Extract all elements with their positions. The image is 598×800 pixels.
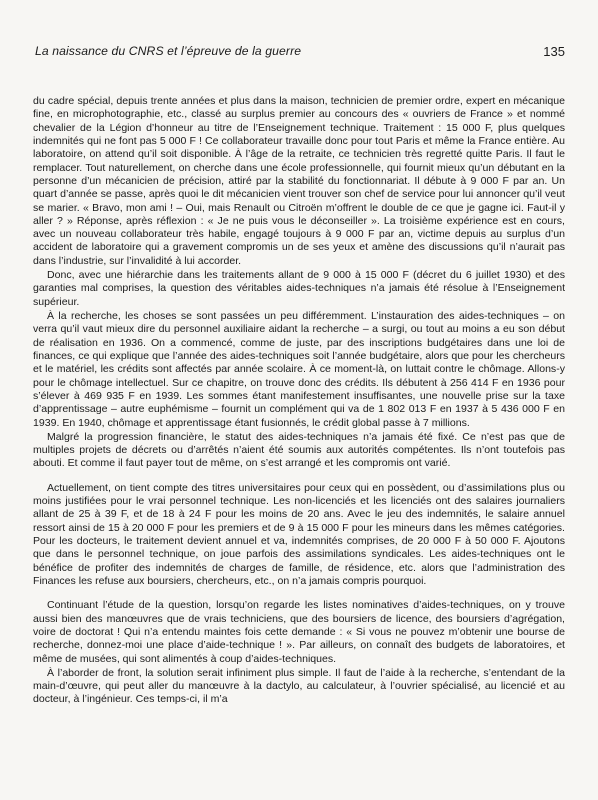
body-text — [33, 95, 565, 707]
paragraph: À l’aborder de front, la solution serait infiniment plus simple. Il faut de l’aide à la recherche, s’entendant de la main-d’œuvre, qui peut aller du manœuvre à la dactylo, au calculateur, à l’ouvrier spécialisé, au licencié et au docteur, à l’ingénieur. Ces temps-ci, il m’a — [33, 666, 565, 706]
page-header — [35, 44, 565, 64]
paragraph: Actuellement, on tient compte des titres universitaires pour ceux qui en possèdent, ou d’assimilations plus ou moins justifiées pour le vrai personnel technique. Les non-licenciés et les licenciés ont des salaires journaliers allant de 25 à 39 F, et de 18 à 24 F pour les moins de 20 ans. Avec le jeu des indemnités, le salaire annuel ressort ainsi de 15 à 20 000 F pour les premiers et de 9 à 15 000 F pour les mineurs dans les mêmes catégories. Pour les docteurs, le traitement devient annuel et va, indemnités comprises, de 20 000 F à 50 000 F. Ajoutons que dans le personnel technique, on joue parfois des assimilations syndicales. Les aides-techniques ont le bénéfice de profiter des indemnités de charges de famille, de résidence, etc. alors que l’administration des Finances les refuse aux boursiers, chercheurs, etc., on n’a jamais compris pourquoi. — [33, 481, 565, 587]
paragraph: À la recherche, les choses se sont passées un peu différemment. L’instauration des aides-techniques – on verra qu’il vaut mieux dire du personnel auxiliaire aidant la recherche – a surgi, ou tout au moins a eu son début de réalisation en 1936. On a commencé, comme de juste, par des inscriptions budgétaires dans une loi de finances, ce qui explique que l’année des aides-techniques soit l’année budgétaire, alors que pour les chercheurs et le matériel, les crédits sont affectés par année scolaire. À ce moment-là, on luttait contre le chômage. Allons-y pour le chômage intellectuel. Sur ce chapitre, on trouve donc des crédits. Ils débutent à 256 414 F en 1936 pour s’élever à 469 935 F en 1939. Les sommes étant manifestement insuffisantes, une nouvelle prise sur la taxe d’apprentissage – autre euphémisme – fournit un complément qui va de 1 802 013 F en 1937 à 5 436 000 F en 1939. En 1940, chômage et apprentissage étant fusionnés, le crédit global passe à 7 millions. — [33, 310, 565, 429]
paragraph: Malgré la progression financière, le statut des aides-techniques n’a jamais été fixé. Ce n’est pas que de multiples projets de décrets ou d’arrêtés n’aient été soumis aux autorités compétentes. Ils n’ont toutefois pas abouti. Et comme il faut payer tout de même, on s’est arrangé et les compromis ont varié. — [33, 430, 565, 470]
paragraph-continued: du cadre spécial, depuis trente années et plus dans la maison, technicien de premier ordre, expert en mécanique fine, en microphotographie, etc., classé au surplus premier au concours des « ouvriers de France » et nommé chevalier de la Légion d’honneur au titre de l’Enseignement technique. Traitement : 15 000 F, plus quelques indemnités qui ne font pas 5 000 F ! Ce collaborateur travaille donc pour tout Paris et même la France entière. Au laboratoire, on attend qu’il soit disponible. À l’âge de la retraite, ce technicien très regretté quitte Paris. Il faut le remplacer. Tout naturellement, on cherche dans une école professionnelle, qui fournit mieux qu’un débutant en la personne d’un mécanicien de précision, attiré par la stabilité du fonctionnariat. Il débute à 9 000 F par an. Un quart d’année se passe, après quoi le dit mécanicien vient trouver son chef de service pour lui annoncer qu’il veut se marier. « Bravo, mon ami ! – Oui, mais Renault ou Citroën m’offrent le double de ce que je gagne ici. Faut-il y aller ? » Réponse, après réflexion : « Je ne puis vous le déconseiller ». La troisième expérience est en cours, avec un nouveau collaborateur très habile, engagé toujours à 9 000 F par an, victime depuis au surplus d’un accident de laboratoire qui a gravement compromis un de ses yeux et amène des discussions qu’il n’aurait pas dans l’industrie, sur l’invalidité à lui accorder. — [33, 95, 565, 267]
page-number: 135 — [543, 44, 565, 59]
running-head: La naissance du CNRS et l’épreuve de la guerre — [35, 44, 302, 58]
paragraph: Continuant l’étude de la question, lorsqu’on regarde les listes nominatives d’aides-techniques, on y trouve aussi bien des manœuvres que de vrais techniciens, que des boursiers de licence, des boursiers d’agrégation, voire de doctorat ! Qui n’a entendu maintes fois cette demande : « Si vous ne pouvez m’obtenir une bourse de recherche, donnez-moi une place d’aide-technique ! ». Par ailleurs, on connaît des budgets de laboratoires, et même de musées, qui sont alimentés à coup d’aides-techniques. — [33, 599, 565, 665]
paragraph: Donc, avec une hiérarchie dans les traitements allant de 9 000 à 15 000 F (décret du 6 juillet 1930) et des garanties mal comprises, la question des véritables aides-techniques n’a jamais été résolue à l’Enseignement supérieur. — [33, 269, 565, 308]
